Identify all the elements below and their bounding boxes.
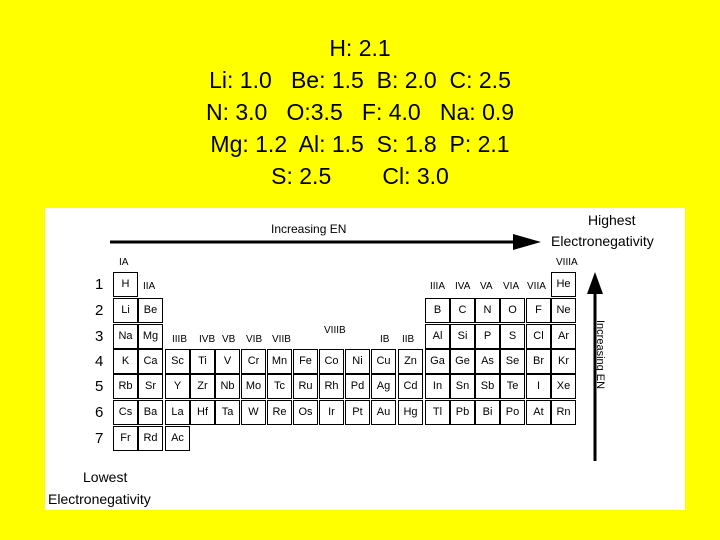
element-cell-au: Au <box>371 400 396 425</box>
element-cell-ga: Ga <box>425 349 450 374</box>
element-cell-n: N <box>475 298 500 323</box>
element-cell-fe: Fe <box>293 349 318 374</box>
element-cell-s: S <box>500 324 525 349</box>
element-cell-in: In <box>425 374 450 399</box>
group-IB: IB <box>380 334 390 345</box>
element-cell-w: W <box>241 400 266 425</box>
element-cell-pd: Pd <box>345 374 370 399</box>
period-number: 3 <box>95 328 104 345</box>
element-cell-c: C <box>450 298 475 323</box>
element-cell-cl: Cl <box>526 324 551 349</box>
group-IIA: IIA <box>143 281 156 292</box>
lowest-label-2: Electronegativity <box>48 491 151 507</box>
period-number: 1 <box>95 276 104 293</box>
element-cell-ru: Ru <box>293 374 318 399</box>
element-cell-ta: Ta <box>215 400 240 425</box>
element-cell-re: Re <box>267 400 292 425</box>
period-number: 7 <box>95 430 104 447</box>
increasing-en-arrow-head <box>513 234 541 250</box>
element-cell-tl: Tl <box>425 400 450 425</box>
element-cell-cr: Cr <box>241 349 266 374</box>
element-cell-as: As <box>475 349 500 374</box>
periodic-table-panel <box>45 208 685 510</box>
period-number: 5 <box>95 378 104 395</box>
element-cell-mo: Mo <box>241 374 266 399</box>
title-line-3: N: 3.0 O:3.5 F: 4.0 Na: 0.9 <box>205 99 515 125</box>
group-VA: VA <box>480 281 493 292</box>
title-line-1: H: 2.1 <box>329 35 391 61</box>
element-cell-ag: Ag <box>371 374 396 399</box>
increasing-en-top-label: Increasing EN <box>271 222 347 236</box>
element-cell-zr: Zr <box>190 374 215 399</box>
element-cell-al: Al <box>425 324 450 349</box>
element-cell-zn: Zn <box>398 349 423 374</box>
element-cell-v: V <box>215 349 240 374</box>
title-line-4: Mg: 1.2 Al: 1.5 S: 1.8 P: 2.1 <box>210 131 510 157</box>
element-cell-se: Se <box>500 349 525 374</box>
element-cell-rh: Rh <box>319 374 344 399</box>
title-line-5: S: 2.5 Cl: 3.0 <box>271 163 449 189</box>
element-cell-mn: Mn <box>267 349 292 374</box>
element-cell-y: Y <box>165 374 190 399</box>
element-cell-o: O <box>500 298 525 323</box>
element-cell-pt: Pt <box>345 400 370 425</box>
element-cell-po: Po <box>500 400 525 425</box>
group-IA: IA <box>119 257 129 268</box>
group-VIIIB: VIIIB <box>324 325 346 336</box>
element-cell-te: Te <box>500 374 525 399</box>
element-cell-h: H <box>113 272 138 297</box>
element-cell-na: Na <box>113 324 138 349</box>
element-cell-rn: Rn <box>551 400 576 425</box>
group-IIB: IIB <box>402 334 415 345</box>
element-cell-ni: Ni <box>345 349 370 374</box>
element-cell-li: Li <box>113 298 138 323</box>
element-cell-sr: Sr <box>138 374 163 399</box>
element-cell-rb: Rb <box>113 374 138 399</box>
element-cell-hf: Hf <box>190 400 215 425</box>
element-cell-be: Be <box>138 298 163 323</box>
element-cell-bi: Bi <box>475 400 500 425</box>
highest-label-2: Electronegativity <box>551 233 654 249</box>
lowest-label-1: Lowest <box>83 469 128 485</box>
element-cell-la: La <box>165 400 190 425</box>
element-cell-rd: Rd <box>138 426 163 451</box>
element-cell-sb: Sb <box>475 374 500 399</box>
element-cell-kr: Kr <box>551 349 576 374</box>
element-cell-fr: Fr <box>113 426 138 451</box>
element-cell-ne: Ne <box>551 298 576 323</box>
element-cell-pb: Pb <box>450 400 475 425</box>
group-VIIA: VIIA <box>527 281 546 292</box>
element-cell-ar: Ar <box>551 324 576 349</box>
increasing-en-vertical-arrow-head <box>587 272 603 294</box>
element-cell-ca: Ca <box>138 349 163 374</box>
period-number: 6 <box>95 404 104 421</box>
element-cell-si: Si <box>450 324 475 349</box>
group-VIIB: VIIB <box>272 334 291 345</box>
element-cell-cd: Cd <box>398 374 423 399</box>
element-cell-f: F <box>526 298 551 323</box>
element-cell-ir: Ir <box>319 400 344 425</box>
element-cell-os: Os <box>293 400 318 425</box>
element-cell-sn: Sn <box>450 374 475 399</box>
element-cell-b: B <box>425 298 450 323</box>
period-number: 2 <box>95 302 104 319</box>
title-line-2: Li: 1.0 Be: 1.5 B: 2.0 C: 2.5 <box>209 67 511 93</box>
group-IVA: IVA <box>455 281 471 292</box>
group-VIIIA: VIIIA <box>556 257 578 268</box>
element-cell-cs: Cs <box>113 400 138 425</box>
element-cell-k: K <box>113 349 138 374</box>
element-cell-ac: Ac <box>165 426 190 451</box>
element-cell-br: Br <box>526 349 551 374</box>
period-number: 4 <box>95 353 104 370</box>
element-cell-he: He <box>551 272 576 297</box>
element-cell-co: Co <box>319 349 344 374</box>
group-IIIA: IIIA <box>430 281 446 292</box>
element-cell-i: I <box>526 374 551 399</box>
element-cell-sc: Sc <box>165 349 190 374</box>
element-cell-nb: Nb <box>215 374 240 399</box>
element-cell-ti: Ti <box>190 349 215 374</box>
increasing-en-side-label: Increasing EN <box>594 320 606 390</box>
element-cell-ba: Ba <box>138 400 163 425</box>
element-cell-p: P <box>475 324 500 349</box>
element-cell-ge: Ge <box>450 349 475 374</box>
group-IIIB: IIIB <box>172 334 188 345</box>
element-cell-mg: Mg <box>138 324 163 349</box>
element-cell-at: At <box>526 400 551 425</box>
element-cell-cu: Cu <box>371 349 396 374</box>
group-VIB: VIB <box>246 334 263 345</box>
highest-label-1: Highest <box>588 212 636 228</box>
group-VB: VB <box>222 334 236 345</box>
element-cell-hg: Hg <box>398 400 423 425</box>
group-IVB: IVB <box>199 334 216 345</box>
group-VIA: VIA <box>503 281 520 292</box>
element-cell-tc: Tc <box>267 374 292 399</box>
element-cell-xe: Xe <box>551 374 576 399</box>
